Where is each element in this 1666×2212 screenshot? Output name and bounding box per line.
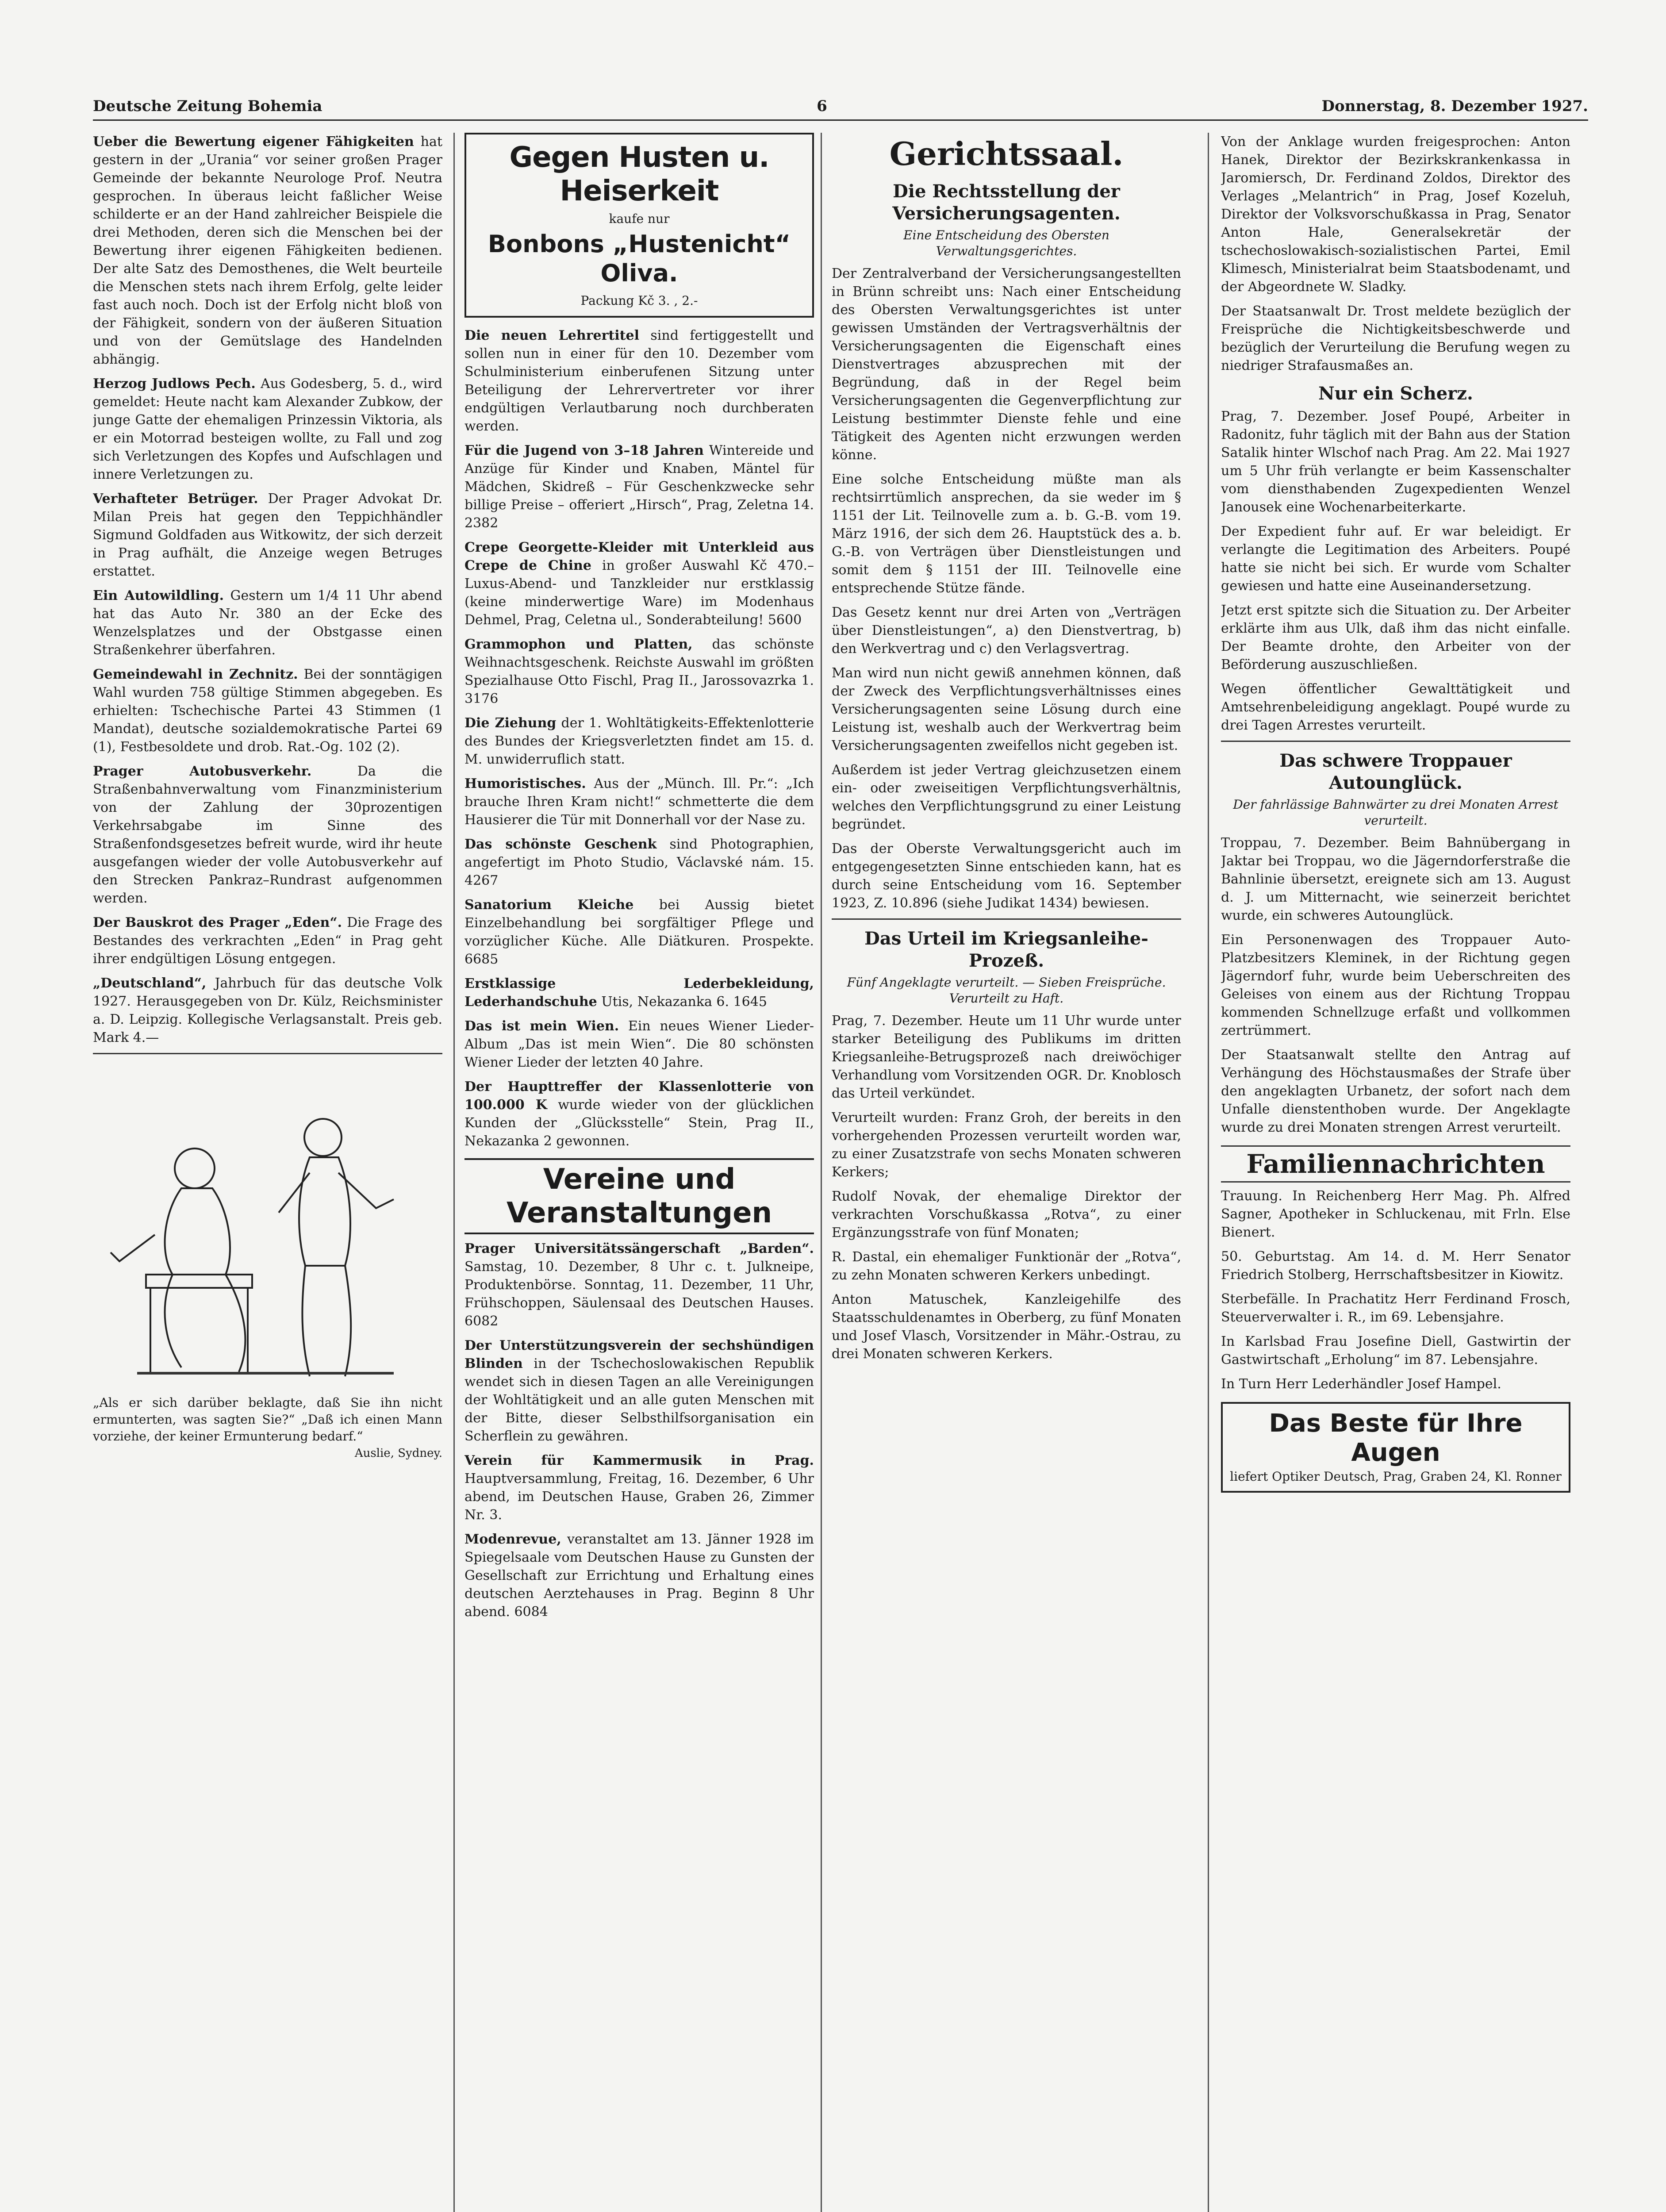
column-rule <box>453 133 455 2212</box>
article-title: Grammophon und Platten, <box>464 637 693 652</box>
article <box>464 1530 814 1621</box>
paragraph: Der Zentralverband der Versicherungsangestellten in Brünn schreibt uns: Nach einer Entscheidung des Obersten Verwaltungsgerichtes ist unter gewissen Umständen der Vertragsverhältnis der Versicherungsagenten die Eigenschaft eines Dienstvertrages abzusprechen mit der Begründung, daß in der Regel beim Versicherungsagenten die Gegenverpflichtung zur Leistung bestimmter Dienste fehle und eine Tätigkeit des Agenten nicht erzwungen werden könne. <box>832 266 1181 463</box>
paragraph: Der Expedient fuhr auf. Er war beleidigt. Er verlangte die Legitimation des Arbeiters. Poupé hatte sie nicht bei sich. Er wurde vom Schalter gewiesen und hatte eine Auseinandersetzung. <box>1221 524 1570 594</box>
section-heading: Gerichtssaal. <box>889 135 1124 173</box>
article-text: Jahrbuch für das deutsche Volk 1927. Herausgegeben von Dr. Külz, Reichsminister a. D. Leipzig. Kollegische Verlagsanstalt. Preis geb. Mark 4.— <box>93 975 442 1045</box>
paragraph: Troppau, 7. Dezember. Beim Bahnübergang in Jaktar bei Troppau, wo die Jägerndorferstraße die Bahnlinie übersetzt, ereignete sich am 13. August d. J. um Mitternacht, wie seinerzeit berichtet wurde, ein schweres Autounglück. <box>1221 835 1570 923</box>
paragraph: Von der Anklage wurden freigesprochen: Anton Hanek, Direktor der Bezirkskrankenkassa in Jaromiersch, Dr. Ferdinand Zoldos, Direktor des Verlages „Melantrich“ in Prag, Josef Kozeluh, Direktor der Volksvorschußkassa in Prag, Senator Anton Hale, Generalsekretär der tschechoslowakisch-sozialistischen Partei, Emil Klimesch, Ministerialrat beim Staatsbodenamt, und der Abgeordnete W. Sladky. <box>1221 134 1570 295</box>
newspaper-title: Deutsche Zeitung Bohemia <box>93 97 322 115</box>
article-text: in großer Auswahl Kč 470.– Luxus-Abend- und Tanzkleider nur erstklassig (keine minderwertige Ware) im Modenhaus Dehmel, Prag, Celetna ul., Sonderabteilung! 5600 <box>464 558 814 628</box>
article-headline: Das Urteil im Kriegsanleihe-Prozeß. <box>864 928 1148 971</box>
article <box>464 635 814 708</box>
column-2 <box>464 133 814 2212</box>
article-title: Die Ziehung <box>464 715 557 731</box>
page-header <box>93 93 1588 121</box>
article-title: Der Bauskrot des Prager „Eden“. <box>93 915 342 930</box>
article-text: Die Frage des Bestandes des verkrachten „Eden“ in Prag geht ihrer endgültigen Lösung entgegen. <box>93 915 442 967</box>
article-title: Humoristisches. <box>464 776 586 791</box>
caption-text: „Als er sich darüber beklagte, daß Sie ihn nicht ermunterten, was sagten Sie?“ „Daß ich einen Mann vorziehe, der keiner Ermunterung bedarf.“ <box>93 1395 442 1444</box>
paragraph: Der Staatsanwalt Dr. Trost meldete bezüglich der Freisprüche die Nichtigkeitsbeschwerde und bezüglich der Verurteilung die Berufung wegen zu niedriger Strafausmaßes an. <box>1221 303 1570 373</box>
article-text: Utis, Nekazanka 6. 1645 <box>601 994 767 1010</box>
article-title: Das ist mein Wien. <box>464 1018 619 1034</box>
section-heading: Vereine und Veranstaltungen <box>464 1158 814 1234</box>
ad-title: Gegen Husten u. Heiserkeit <box>509 141 769 207</box>
article <box>464 1240 814 1330</box>
article-text: Hauptversammlung, Freitag, 16. Dezember, 6 Uhr abend, im Deutschen Hause, Graben 26, Zimmer Nr. 3. <box>464 1471 814 1523</box>
page-number: 6 <box>817 97 827 115</box>
article-text: Samstag, 10. Dezember, 8 Uhr c. t. Julkneipe, Produktenbörse. Sonntag, 11. Dezember, 11 Uhr, Frühschoppen, Säulensaal des Deutschen Hauses. 6082 <box>464 1259 814 1329</box>
article <box>464 442 814 532</box>
article-title: Herzog Judlows Pech. <box>93 376 256 392</box>
article <box>93 375 442 484</box>
article-headline: Die Rechtsstellung der Versicherungsagenten. <box>892 181 1121 224</box>
article-title: Gemeindewahl in Zechnitz. <box>93 667 298 682</box>
paragraph: 50. Geburtstag. Am 14. d. M. Herr Senator Friedrich Stolberg, Herrschaftsbesitzer in Kiowitz. <box>1221 1249 1570 1283</box>
article <box>464 1452 814 1524</box>
paragraph: Rudolf Novak, der ehemalige Direktor der verkrachten Vorschußkassa „Rotva“, zu einer Ergänzungsstrafe von fünf Monaten; <box>832 1189 1181 1240</box>
article-text: Ein neues Wiener Lieder-Album „Das ist mein Wien“. Die 80 schönsten Wiener Lieder der letzten 40 Jahre. <box>464 1018 814 1070</box>
article-text: hat gestern in der „Urania“ vor seiner großen Prager Gemeinde der bekannte Neurologe Prof. Neutra gesprochen. In überaus leicht faßlicher Weise schilderte er an der Hand zahlreicher Beispiele die drei Methoden, deren sich die Menschen bei der Bewertung ihrer eigenen Fähigkeiten bedienen. Der alte Satz des Demosthenes, die Welt beurteile die Menschen stets nach ihrem Erfolg, gelte leider fast auch noch. Doch ist der Erfolg nicht bloß von der Fähigkeit, sondern von der äußeren Situation und von der Gemütslage des Handelnden abhängig. <box>93 134 442 367</box>
paragraph: Der Staatsanwalt stellte den Antrag auf Verhängung des Höchstausmaßes der Strafe über den angeklagten Urbanetz, der sofort nach dem Unfalle dienstenthoben wurde. Der Angeklagte wurde zu drei Monaten strengen Arrest verurteilt. <box>1221 1047 1570 1135</box>
divider <box>93 1053 442 1054</box>
paragraph: R. Dastal, ein ehemaliger Funktionär der „Rotva“, zu zehn Monaten schweren Kerkers unbedingt. <box>832 1249 1181 1283</box>
article <box>93 762 442 907</box>
cough-drops-ad <box>464 133 814 318</box>
column-rule <box>821 133 822 2212</box>
article-title: Prager Autobusverkehr. <box>93 764 312 779</box>
article <box>464 538 814 629</box>
article-text: Gestern um 1/4 11 Uhr abend hat das Auto Nr. 380 an der Ecke des Wenzelsplatzes und der Obstgasse einen Straßenkehrer überfahren. <box>93 588 442 658</box>
paragraph: Ein Personenwagen des Troppauer Auto-Platzbesitzers Kleminek, in der Richtung gegen Jägerndorf fuhr, wurde beim Ueberschreiten des Geleises von einem aus der Richtung Troppau kommenden Schnellzuge erfaßt und vollkommen zertrümmert. <box>1221 932 1570 1038</box>
article-title: „Deutschland“, <box>93 975 207 991</box>
paragraph: Wegen öffentlicher Gewalttätigkeit und Amtsehrenbeleidigung angeklagt. Poupé wurde zu drei Tagen Arrestes verurteilt. <box>1221 681 1570 733</box>
paragraph: Prag, 7. Dezember. Heute um 11 Uhr wurde unter starker Beteiligung des Publikums im dritten Kriegsanleihe-Betrugsprozeß nach dreiwöchiger Verhandlung vom Vorsitzenden OGR. Dr. Knoblosch das Urteil verkündet. <box>832 1013 1181 1101</box>
article-text: Wintereide und Anzüge für Kinder und Knaben, Mäntel für Mädchen, Skidreß – Für Geschenkzwecke sehr billige Preise – offeriert „Hirsch“, Prag, Zeletna 14. 2382 <box>464 443 814 531</box>
divider <box>1221 741 1570 742</box>
article-title: Verein für Kammermusik in Prag. <box>464 1453 814 1468</box>
article-text: Der Prager Advokat Dr. Milan Preis hat gegen den Teppichhändler Sigmund Goldfaden aus Witkowitz, der sich derzeit in Prag aufhält, die Anzeige wegen Betruges erstattet. <box>93 491 442 579</box>
column-rule <box>1208 133 1209 2212</box>
column-1 <box>93 133 442 2212</box>
article-subheadline: Der fahrlässige Bahnwärter zu drei Monaten Arrest verurteilt. <box>1233 797 1559 828</box>
column-3 <box>832 133 1181 2212</box>
article <box>93 490 442 580</box>
article <box>93 665 442 756</box>
ad-title: Das Beste für Ihre Augen <box>1269 1409 1523 1467</box>
paragraph: Das Gesetz kennt nur drei Arten von „Verträgen über Dienstleistungen“, a) den Dienstvertrag, b) den Werkvertrag und c) den Verlagsvertrag. <box>832 605 1181 657</box>
article-headline: Nur ein Scherz. <box>1318 383 1473 404</box>
section-heading: Familiennachrichten <box>1221 1145 1570 1183</box>
article-title: Modenrevue, <box>464 1532 561 1547</box>
article-title: Der Unterstützungsverein der sechshündigen Blinden <box>464 1338 814 1371</box>
article-title: Für die Jugend von 3–18 Jahren <box>464 443 704 458</box>
issue-date: Donnerstag, 8. Dezember 1927. <box>1321 97 1588 115</box>
column-4 <box>1221 133 1570 2212</box>
article-text: bei Aussig bietet Einzelbehandlung bei sorgfältiger Pflege und vorzüglicher Küche. Alle Diätkuren. Prospekte. 6685 <box>464 897 814 967</box>
article-text: das schönste Weihnachtsgeschenk. Reichste Auswahl im größten Spezialhause Otto Fischl, Prag II., Jarossovazrka 1. 3176 <box>464 637 814 707</box>
fashion-figures-illustration <box>93 1067 429 1385</box>
paragraph: Sterbefälle. In Prachatitz Herr Ferdinand Frosch, Steuerverwalter i. R., im 69. Lebensjahre. <box>1221 1291 1570 1325</box>
article-title: Der Haupttreffer der Klassenlotterie von 100.000 K <box>464 1079 814 1113</box>
paragraph: Verurteilt wurden: Franz Groh, der bereits in den vorhergehenden Prozessen verurteilt worden war, zu einer Zusatzstrafe von sechs Monaten schweren Kerkers; <box>832 1110 1181 1180</box>
article-title: Crepe Georgette-Kleider mit Unterkleid aus Crepe de Chine <box>464 540 814 573</box>
article-text: veranstaltet am 13. Jänner 1928 im Spiegelsaale vom Deutschen Hause zu Gunsten der Gesellschaft zur Errichtung und Erhaltung eines deutschen Aerztehauses in Prag. Beginn 8 Uhr abend. 6084 <box>464 1532 814 1620</box>
caption-source: Auslie, Sydney. <box>354 1447 442 1460</box>
article-subheadline: Fünf Angeklagte verurteilt. — Sieben Freisprüche. Verurteilt zu Haft. <box>847 975 1166 1006</box>
article-title: Erstklassige Lederbekleidung, Lederhandschuhe <box>464 976 814 1010</box>
paragraph: Man wird nun nicht gewiß annehmen können, daß der Zweck des Verpflichtungsverhältnisses eines Versicherungsagenten seine Lösung durch eine Leistung ist, weshalb auch der Werkvertrag beim Versicherungsagenten zweifellos nicht gegeben ist. <box>832 665 1181 753</box>
article-title: Ein Autowildling. <box>93 588 224 603</box>
article-title: Sanatorium Kleiche <box>464 897 634 913</box>
ad-price: Packung Kč 3. , 2.- <box>580 293 698 308</box>
paragraph: Anton Matuschek, Kanzleigehilfe des Staatsschuldenamtes in Oberberg, zu fünf Monaten und Josef Vlasch, Vorsitzender in Mähr.-Ostrau, zu drei Monaten schweren Kerkers. <box>832 1292 1181 1362</box>
article <box>464 326 814 435</box>
article <box>464 896 814 968</box>
article <box>464 835 814 890</box>
article-title: Das schönste Geschenk <box>464 837 657 852</box>
article-text: der 1. Wohltätigkeits-Effektenlotterie des Bundes der Kriegsverletzten findet am 15. d. M. unwiderruflich statt. <box>464 715 814 767</box>
paragraph: Eine solche Entscheidung müßte man als rechtsirrtümlich ansprechen, da sie weder im § 1151 der Lit. Teilnovelle zum a. b. G.-B. vom 19. März 1916, der sich dem 26. Hauptstück des a. b. G.-B. von Verträgen über Dienstleistungen und somit dem § 1151 der III. Teilnovelle eine entsprechende Stütze fände. <box>832 472 1181 596</box>
article-headline: Das schwere Troppauer Autounglück. <box>1279 750 1512 793</box>
paragraph: Außerdem ist jeder Vertrag gleichzusetzen einem ein- oder zweiseitigen Verpflichtungsverhältnis, welches den Verpflichtungsgrund zu einer Leistung begründet. <box>832 762 1181 832</box>
illustration-caption <box>93 1394 442 1460</box>
article <box>464 775 814 829</box>
ad-brand: Bonbons „Hustenicht“ Oliva. <box>488 230 791 287</box>
article-text: Da die Straßenbahnverwaltung vom Finanzministerium von der Zahlung der 30prozentigen Verkehrsabgabe im Sinne des Straßenfondsgesetzes befreit wurde, wird ihr heute ausgefangen wieder der volle Autobusverkehr auf den Strecken Pankraz–Rundrast aufgenommen werden. <box>93 764 442 906</box>
optician-ad <box>1221 1402 1570 1493</box>
article <box>93 974 442 1047</box>
article <box>93 914 442 968</box>
article-title: Prager Universitätssängerschaft „Barden“. <box>464 1241 814 1256</box>
paragraph: Das der Oberste Verwaltungsgericht auch im entgegengesetzten Sinne entschieden kann, hat es durch seine Entscheidung vom 16. September 1923, Z. 10.896 (siehe Judikat 1434) bewiesen. <box>832 841 1181 911</box>
article-text: wurde wieder von der glücklichen Kunden der „Glücksstelle“ Stein, Prag II., Nekazanka 2 gewonnen. <box>464 1097 814 1149</box>
article-title: Verhafteter Betrüger. <box>93 491 258 507</box>
paragraph: Prag, 7. Dezember. Josef Poupé, Arbeiter in Radonitz, fuhr täglich mit der Bahn aus der Station Satalik hinter Wlschof nach Prag. Am 22. Mai 1927 um 5 Uhr früh verlangte er beim Kassenschalter vom diensthabenden Zugexpedienten Wenzel Janousek eine Wochenarbeiterkarte. <box>1221 409 1570 515</box>
article-text: Aus Godesberg, 5. d., wird gemeldet: Heute nacht kam Alexander Zubkow, der junge Gatte der ehemaligen Prinzessin Viktoria, als er ein Motorrad besteigen wollte, zu Fall und zog sich Verletzungen des Kopfes und Aufschlagen und innere Verletzungen zu. <box>93 376 442 482</box>
paragraph: In Karlsbad Frau Josefine Diell, Gastwirtin der Gastwirtschaft „Erholung“ im 87. Lebensjahre. <box>1221 1334 1570 1367</box>
article-text: Aus der „Münch. Ill. Pr.“: „Ich brauche Ihren Kram nicht!“ schmetterte die dem Hausierer die Tür mit Donnerhall vor der Nase zu. <box>464 776 814 828</box>
article-text: in der Tschechoslowakischen Republik wendet sich in diesen Tagen an alle Vereinigungen der Wohltätigkeit und an alle guten Menschen mit der Bitte, dieser Selbsthilfsorganisation ein Scherflein zu gewähren. <box>464 1356 814 1444</box>
divider <box>832 918 1181 920</box>
article <box>464 1336 814 1445</box>
article <box>464 714 814 768</box>
article-text: Bei der sonntägigen Wahl wurden 758 gültige Stimmen abgegeben. Es erhielten: Tschechische Partei 43 Stimmen (1 Mandat), deutsche sozialdemokratische Partei 69 (1), Festbesoldete und drob. Rat.-Og. 102 (2). <box>93 667 442 755</box>
ad-kaufe: kaufe nur <box>609 211 670 226</box>
article-subheadline: Eine Entscheidung des Obersten Verwaltungsgerichtes. <box>903 228 1109 258</box>
paragraph: In Turn Herr Lederhändler Josef Hampel. <box>1221 1376 1501 1392</box>
article-text: sind fertiggestellt und sollen nun in einer für den 10. Dezember vom Schulministerium einberufenen Sitzung unter Beteiligung der Lehrervertreter vor ihrer endgültigen Verlautbarung noch durchberaten werden. <box>464 328 814 434</box>
paragraph: Jetzt erst spitzte sich die Situation zu. Der Arbeiter erklärte ihm aus Ulk, daß ihm das nicht einfalle. Der Beamte drohte, den Arbeiter von der Beförderung auszuschließen. <box>1221 603 1570 672</box>
article <box>464 1017 814 1071</box>
paragraph: Trauung. In Reichenberg Herr Mag. Ph. Alfred Sagner, Apotheker in Schluckenau, mit Frln. Else Bienert. <box>1221 1188 1570 1240</box>
article <box>464 975 814 1011</box>
article-title: Die neuen Lehrertitel <box>464 328 639 343</box>
article-title: Ueber die Bewertung eigener Fähigkeiten <box>93 134 414 150</box>
article <box>93 587 442 659</box>
article-text: sind Photographien, angefertigt im Photo Studio, Václavské nám. 15. 4267 <box>464 837 814 888</box>
ad-line: liefert Optiker Deutsch, Prag, Graben 24, Kl. Ronner <box>1230 1469 1562 1484</box>
article <box>464 1078 814 1150</box>
article <box>93 133 442 369</box>
